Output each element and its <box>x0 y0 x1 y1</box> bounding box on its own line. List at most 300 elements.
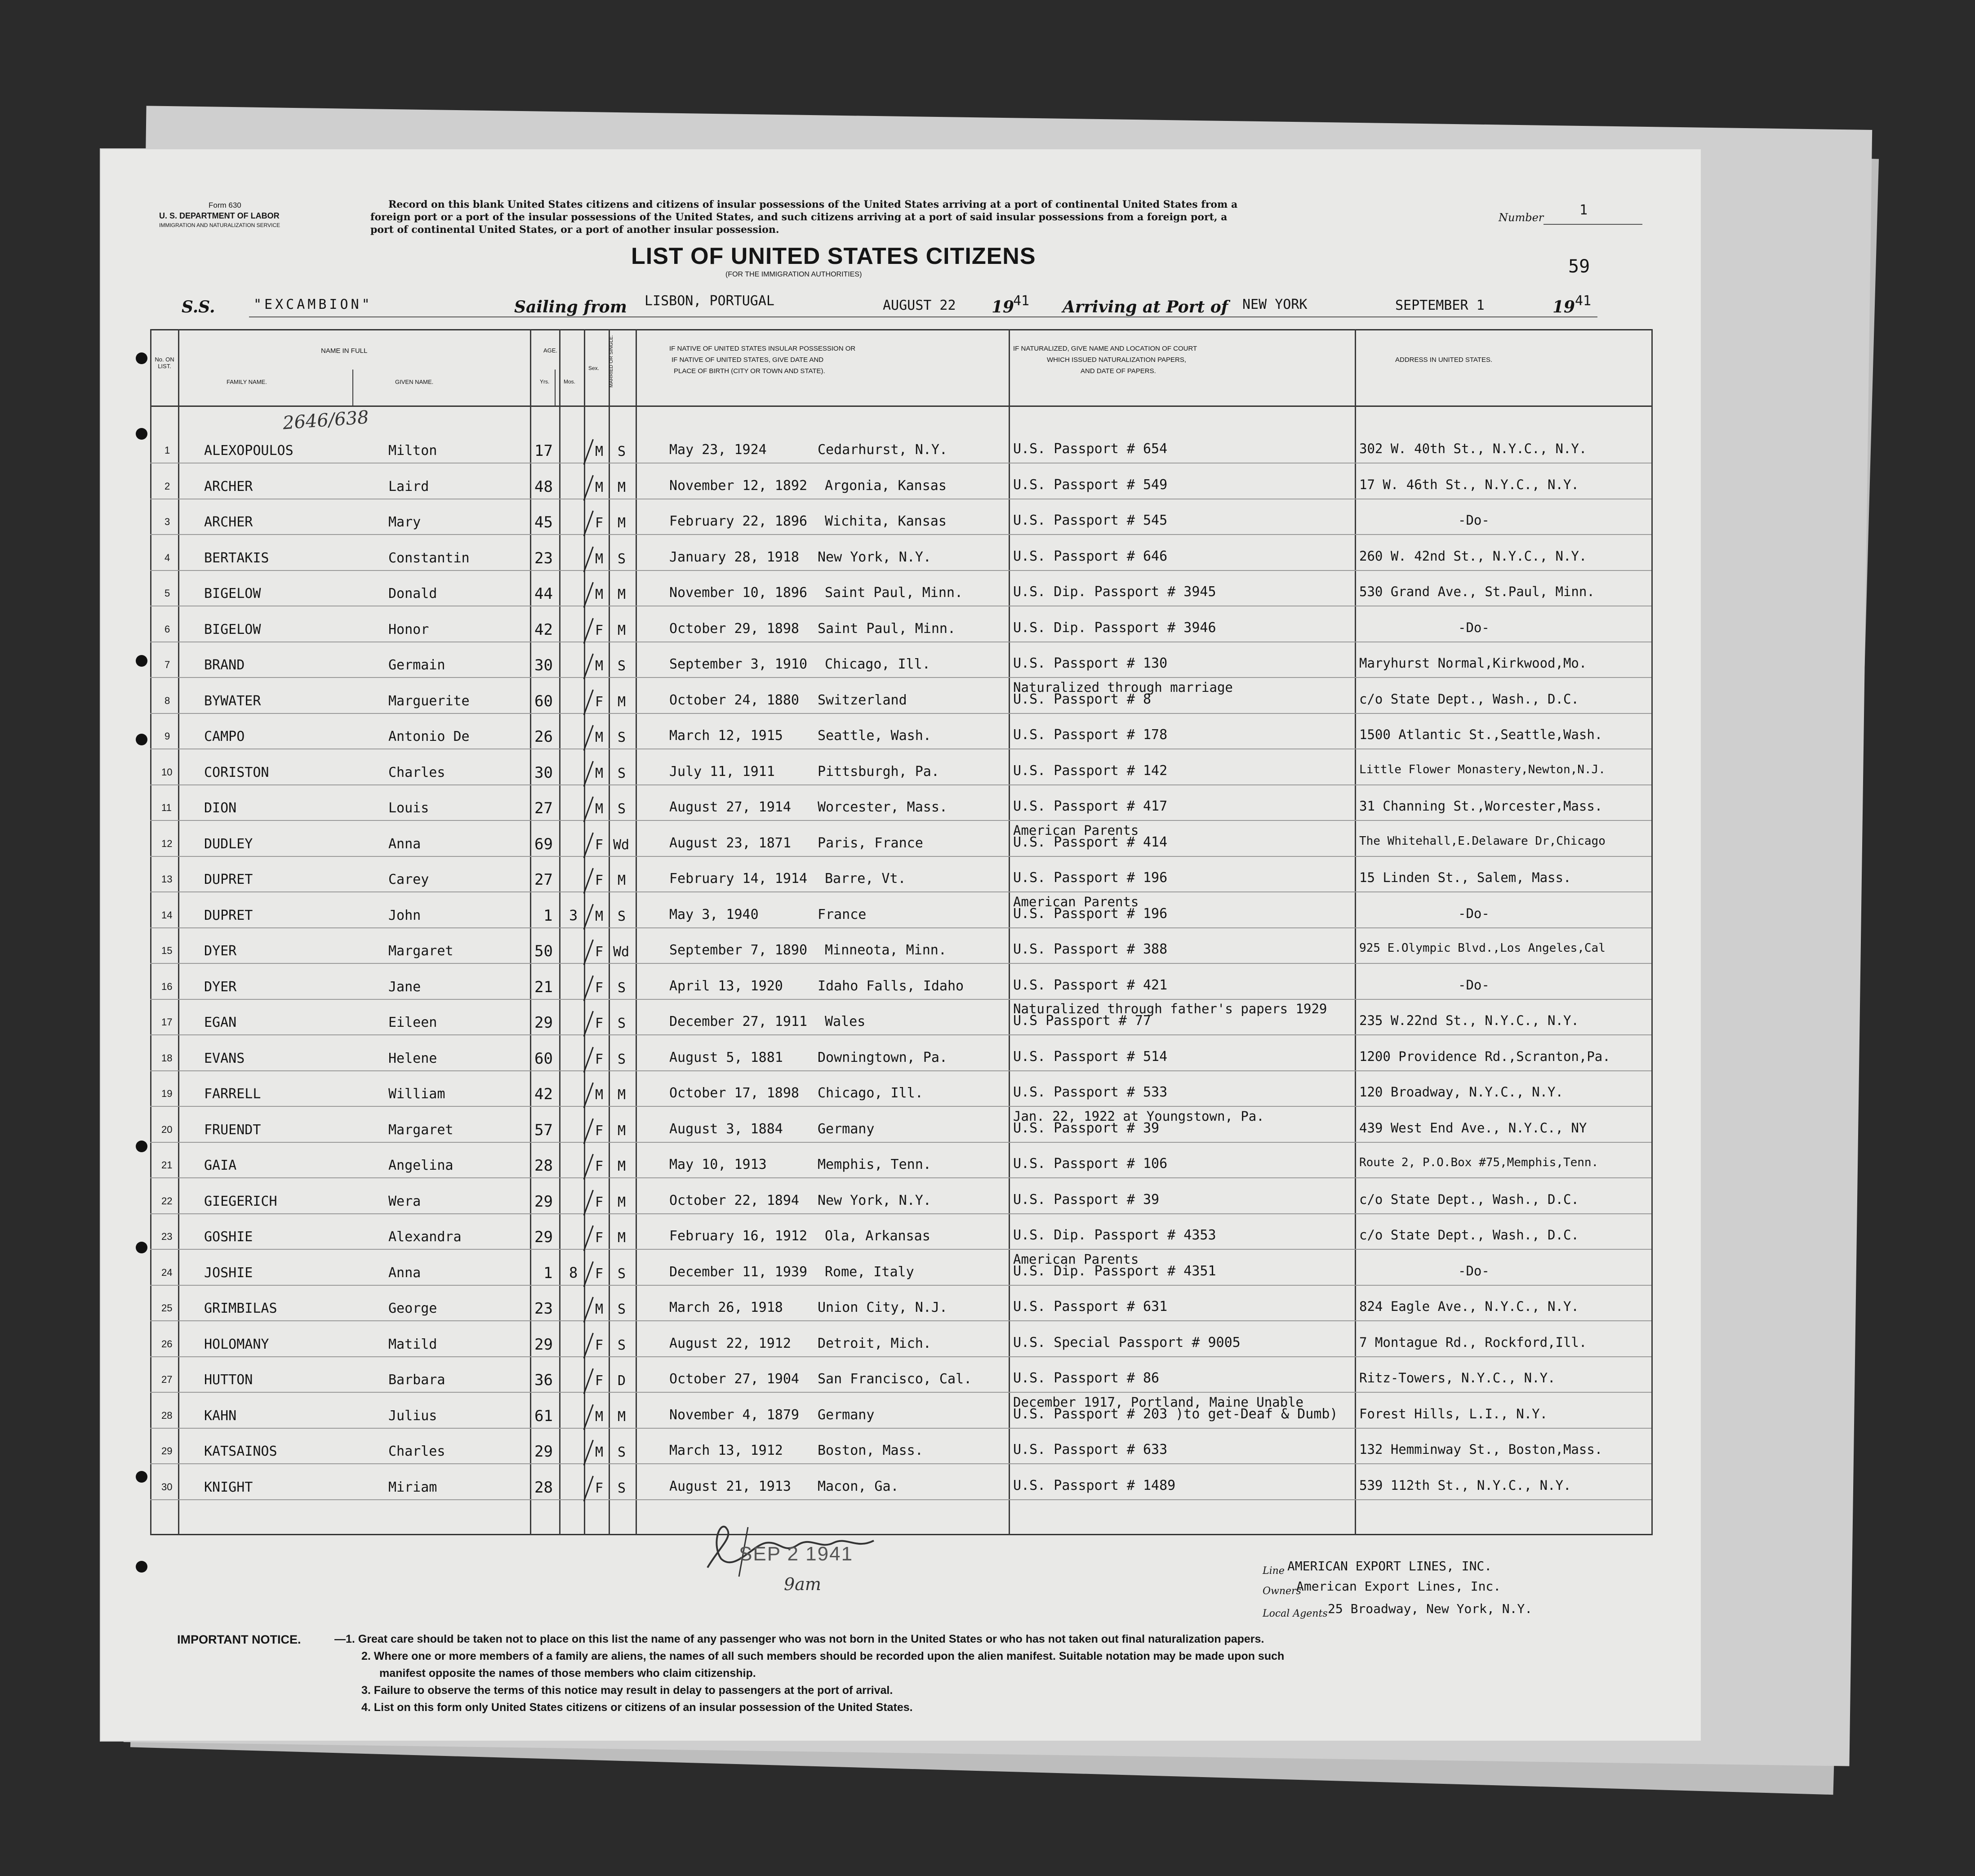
sailing-label: Sailing from <box>514 298 627 316</box>
passport-info: U.S. Passport # 545 <box>1013 512 1168 528</box>
arrival-date: SEPTEMBER 1 <box>1395 298 1485 313</box>
address: 302 W. 40th St., N.Y.C., N.Y. <box>1359 441 1587 456</box>
row-rule <box>150 570 1651 571</box>
birth-date: September 3, 1910 <box>669 656 808 672</box>
age-years: 26 <box>534 728 553 746</box>
age-years: 48 <box>534 477 553 496</box>
passport-info: U.S. Passport # 549 <box>1013 477 1168 493</box>
age-years: 30 <box>534 763 553 782</box>
family-name: BYWATER <box>204 693 261 709</box>
punch-hole <box>136 1242 147 1253</box>
given-name: Charles <box>388 1444 445 1459</box>
given-name: Jane <box>388 979 421 995</box>
col-family-name: FAMILY NAME. <box>227 379 267 385</box>
row-number: 26 <box>161 1338 173 1350</box>
sex: F <box>595 980 604 996</box>
passport-info: U.S. Dip. Passport # 4353 <box>1013 1227 1216 1243</box>
notice-item: 3. Failure to observe the terms of this notice may result in delay to passengers at the port of arrival. <box>361 1684 893 1697</box>
arriving-label: Arriving at Port of <box>1063 298 1228 316</box>
given-name: Laird <box>388 478 429 495</box>
age-years: 61 <box>534 1407 553 1425</box>
passport-info: U.S. Passport # 633 <box>1013 1442 1168 1457</box>
birth-place: Chicago, Ill. <box>825 656 930 672</box>
family-name: GOSHIE <box>204 1229 253 1245</box>
row-rule <box>150 1499 1651 1500</box>
row-rule <box>150 677 1651 678</box>
column-divider <box>150 329 151 1535</box>
marital-status: S <box>618 551 626 567</box>
age-years: 60 <box>534 692 553 710</box>
birth-date: August 3, 1884 <box>669 1121 783 1137</box>
given-name: Anna <box>388 836 421 852</box>
birth-place: Macon, Ga. <box>818 1478 899 1494</box>
passport-info: U.S. Passport # 646 <box>1013 548 1168 564</box>
passport-info: U.S. Dip. Passport # 4351 <box>1013 1263 1216 1279</box>
given-name: Constantin <box>388 550 470 566</box>
row-number: 7 <box>165 659 170 670</box>
family-name: BIGELOW <box>204 586 261 602</box>
address: c/o State Dept., Wash., D.C. <box>1359 1227 1579 1243</box>
marital-status: M <box>618 587 626 602</box>
sailing-year-prefix: 19 <box>992 298 1014 316</box>
birth-place: Rome, Italy <box>825 1264 914 1280</box>
family-name: DYER <box>204 943 237 959</box>
sex: M <box>595 801 604 817</box>
agents-label: Local Agents <box>1263 1608 1328 1619</box>
marital-status: D <box>618 1373 626 1389</box>
age-years: 45 <box>534 513 553 531</box>
sex: F <box>595 1230 604 1246</box>
address: 17 W. 46th St., N.Y.C., N.Y. <box>1359 477 1579 492</box>
family-name: CORISTON <box>204 764 269 780</box>
marital-status: M <box>618 622 626 638</box>
naturalization-note: American Parents <box>1013 822 1139 838</box>
row-number: 8 <box>165 695 170 706</box>
row-number: 14 <box>161 909 173 921</box>
sex: F <box>595 873 604 888</box>
birth-date: March 26, 1918 <box>669 1300 783 1315</box>
punch-hole <box>136 1141 147 1152</box>
marital-status: M <box>618 1123 626 1139</box>
row-number: 22 <box>161 1195 173 1207</box>
row-rule <box>150 1034 1651 1035</box>
given-name: Miriam <box>388 1479 437 1495</box>
column-divider <box>559 329 560 1535</box>
row-number: 15 <box>161 945 173 956</box>
row-number: 12 <box>161 838 173 849</box>
marital-status: S <box>618 658 626 674</box>
family-name: BERTAKIS <box>204 550 269 566</box>
family-name: BRAND <box>204 657 245 673</box>
family-name: KATSAINOS <box>204 1444 277 1459</box>
age-years: 17 <box>534 442 553 460</box>
row-rule <box>150 784 1651 785</box>
given-name: Barbara <box>388 1372 445 1388</box>
birth-place: Idaho Falls, Idaho <box>818 978 964 994</box>
marital-status: Wd <box>613 944 630 960</box>
birth-date: October 22, 1894 <box>669 1192 799 1208</box>
row-number: 10 <box>161 766 173 778</box>
row-number: 28 <box>161 1409 173 1421</box>
age-years: 21 <box>534 978 553 996</box>
row-number: 5 <box>165 588 170 599</box>
sex: M <box>595 444 604 459</box>
sex: M <box>595 1444 604 1460</box>
age-years: 29 <box>534 1443 553 1461</box>
number-value: 1 <box>1579 202 1588 218</box>
marital-status: S <box>618 980 626 996</box>
marital-status: M <box>618 694 626 710</box>
punch-hole <box>136 734 147 745</box>
address: The Whitehall,E.Delaware Dr,Chicago <box>1359 834 1606 848</box>
passport-info: U.S. Passport # 39 <box>1013 1191 1160 1208</box>
owners-value: American Export Lines, Inc. <box>1296 1579 1501 1594</box>
marital-status: Wd <box>613 837 630 853</box>
passport-info: U.S. Special Passport # 9005 <box>1013 1334 1241 1350</box>
row-rule <box>150 1356 1651 1357</box>
address: 7 Montague Rd., Rockford,Ill. <box>1359 1334 1587 1350</box>
address: 1200 Providence Rd.,Scranton,Pa. <box>1359 1048 1610 1064</box>
number-label: Number <box>1499 211 1544 224</box>
address: 439 West End Ave., N.Y.C., NY <box>1359 1120 1587 1136</box>
birth-date: July 11, 1911 <box>669 763 775 780</box>
sex: F <box>595 1337 604 1353</box>
arrival-year-prefix: 19 <box>1552 298 1575 316</box>
sex: F <box>595 1016 604 1031</box>
birth-date: November 4, 1879 <box>669 1407 799 1423</box>
row-number: 17 <box>161 1016 173 1028</box>
row-rule <box>150 927 1651 928</box>
row-rule <box>150 1249 1651 1250</box>
sex: M <box>595 479 604 495</box>
arriving-port: NEW YORK <box>1242 297 1308 312</box>
sex: F <box>595 1266 604 1282</box>
col-birth-line: IF NATIVE OF UNITED STATES, GIVE DATE AND <box>672 356 824 364</box>
line-label: Line <box>1263 1565 1285 1577</box>
passport-info: U.S. Passport # 196 <box>1013 870 1168 886</box>
col-birth-line: PLACE OF BIRTH (CITY OR TOWN AND STATE). <box>674 367 825 375</box>
sailing-from: LISBON, PORTUGAL <box>645 293 774 309</box>
row-number: 2 <box>165 480 170 492</box>
row-rule <box>150 534 1651 535</box>
address: c/o State Dept., Wash., D.C. <box>1359 691 1579 707</box>
address: Maryhurst Normal,Kirkwood,Mo. <box>1359 655 1587 671</box>
naturalization-note: Naturalized through father's papers 1929 <box>1013 1001 1327 1016</box>
given-name: Marguerite <box>388 693 470 709</box>
birth-date: November 10, 1896 <box>669 585 808 601</box>
birth-date: May 3, 1940 <box>669 906 759 922</box>
row-rule <box>150 1285 1651 1286</box>
birth-place: Germany <box>818 1407 875 1423</box>
col-given-name: GIVEN NAME. <box>395 379 434 385</box>
row-number: 13 <box>161 873 173 885</box>
sex: M <box>595 1301 604 1317</box>
row-number: 29 <box>161 1445 173 1457</box>
col-naturalized-line: AND DATE OF PAPERS. <box>1081 367 1156 375</box>
age-years: 1 <box>543 1264 553 1282</box>
birth-date: December 11, 1939 <box>669 1264 808 1280</box>
row-rule <box>150 891 1651 892</box>
birth-date: August 21, 1913 <box>669 1478 791 1494</box>
row-rule <box>150 1070 1651 1071</box>
address: 260 W. 42nd St., N.Y.C., N.Y. <box>1359 548 1587 564</box>
sailing-date: AUGUST 22 <box>883 298 956 313</box>
given-name: John <box>388 907 421 923</box>
given-name: Helene <box>388 1050 437 1066</box>
age-years: 29 <box>534 1335 553 1354</box>
passport-info: U.S. Passport # 203 )to get-Deaf & Dumb) <box>1013 1406 1338 1422</box>
marital-status: M <box>618 1230 626 1246</box>
birth-date: February 22, 1896 <box>669 513 808 529</box>
row-rule <box>150 1106 1651 1107</box>
row-rule <box>150 963 1651 964</box>
family-name: HOLOMANY <box>204 1336 269 1352</box>
passport-info: U.S. Passport # 39 <box>1013 1120 1160 1136</box>
sex: M <box>595 658 604 674</box>
given-name: Matild <box>388 1336 437 1352</box>
marital-status: M <box>618 515 626 531</box>
sex: F <box>595 1051 604 1067</box>
row-number: 18 <box>161 1052 173 1064</box>
row-rule <box>150 856 1651 857</box>
column-divider <box>1355 329 1356 1535</box>
given-name: Alexandra <box>388 1229 462 1245</box>
address: -Do- <box>1458 512 1490 528</box>
address: 235 W.22nd St., N.Y.C., N.Y. <box>1359 1013 1579 1028</box>
age-years: 42 <box>534 1085 553 1103</box>
given-name: Anna <box>388 1265 421 1281</box>
age-years: 36 <box>534 1371 553 1389</box>
passport-info: U.S. Passport # 514 <box>1013 1048 1168 1065</box>
family-name: ARCHER <box>204 514 253 530</box>
birth-place: Detroit, Mich. <box>818 1335 931 1351</box>
address: c/o State Dept., Wash., D.C. <box>1359 1191 1579 1207</box>
given-name: Margaret <box>388 943 454 959</box>
voyage-underline <box>249 316 1597 317</box>
col-name-in-full: NAME IN FULL <box>321 347 368 355</box>
col-mos: Mos. <box>564 379 576 385</box>
birth-place: Saint Paul, Minn. <box>825 585 963 601</box>
address: 925 E.Olympic Blvd.,Los Angeles,Cal <box>1359 941 1606 955</box>
row-number: 11 <box>161 802 172 813</box>
passport-info: U.S. Passport # 421 <box>1013 977 1168 993</box>
received-stamp-date: SEP 2 1941 <box>739 1543 854 1565</box>
family-name: KAHN <box>204 1408 237 1424</box>
family-name: ALEXOPOULOS <box>204 443 294 459</box>
row-number: 24 <box>161 1266 173 1278</box>
line-value: AMERICAN EXPORT LINES, INC. <box>1287 1559 1492 1573</box>
row-number: 21 <box>161 1159 173 1171</box>
notice-item: manifest opposite the names of those members who claim citizenship. <box>379 1667 756 1680</box>
birth-date: October 24, 1880 <box>669 692 799 708</box>
naturalization-note: American Parents <box>1013 1251 1139 1267</box>
sailing-year: 41 <box>1013 293 1030 309</box>
service-name: IMMIGRATION AND NATURALIZATION SERVICE <box>159 222 280 228</box>
sex: F <box>595 1123 604 1139</box>
marital-status: S <box>618 1016 626 1031</box>
sex: F <box>595 1373 604 1389</box>
marital-status: S <box>618 444 626 459</box>
marital-status: S <box>618 1337 626 1353</box>
row-rule <box>150 1320 1651 1321</box>
given-name: Charles <box>388 764 445 780</box>
birth-place: Saint Paul, Minn. <box>818 620 956 637</box>
row-rule <box>150 1428 1651 1429</box>
birth-place: Wales <box>825 1014 866 1029</box>
family-name: JOSHIE <box>204 1265 253 1281</box>
birth-date: August 5, 1881 <box>669 1049 783 1065</box>
ship-name: "EXCAMBION" <box>254 297 373 312</box>
birth-place: Pittsburgh, Pa. <box>818 763 939 780</box>
given-name: Wera <box>388 1193 421 1209</box>
birth-place: Paris, France <box>818 835 923 851</box>
given-name: Donald <box>388 586 437 602</box>
form-number: Form 630 <box>209 201 241 209</box>
birth-date: December 27, 1911 <box>669 1014 808 1029</box>
given-name: Louis <box>388 800 429 816</box>
address: Little Flower Monastery,Newton,N.J. <box>1359 762 1606 776</box>
page-title: LIST OF UNITED STATES CITIZENS <box>631 243 1036 269</box>
punch-hole <box>136 1471 147 1483</box>
age-months: 8 <box>569 1264 578 1281</box>
col-age: AGE. <box>543 347 558 354</box>
given-name: Margaret <box>388 1122 454 1138</box>
birth-place: Ola, Arkansas <box>825 1228 930 1244</box>
passport-info: U.S. Passport # 86 <box>1013 1370 1160 1386</box>
passport-info: U.S. Passport # 533 <box>1013 1084 1168 1100</box>
passport-info: U.S. Passport # 178 <box>1013 727 1168 743</box>
row-number: 27 <box>161 1374 173 1385</box>
given-name: Mary <box>388 514 421 530</box>
given-name: Honor <box>388 621 429 637</box>
birth-place: Switzerland <box>818 692 907 708</box>
age-years: 57 <box>534 1121 553 1139</box>
address: 824 Eagle Ave., N.Y.C., N.Y. <box>1359 1299 1579 1314</box>
marital-status: S <box>618 730 626 745</box>
age-years: 1 <box>543 906 553 925</box>
birth-place: France <box>818 906 867 922</box>
marital-status: S <box>618 1051 626 1067</box>
address: Route 2, P.O.Box #75,Memphis,Tenn. <box>1359 1156 1599 1169</box>
sex: M <box>595 551 604 567</box>
address: Forest Hills, L.I., N.Y. <box>1359 1406 1548 1421</box>
birth-place: Wichita, Kansas <box>825 513 947 529</box>
birth-place: Cedarhurst, N.Y. <box>818 442 947 458</box>
age-years: 27 <box>534 799 553 817</box>
family-name: EGAN <box>204 1015 237 1030</box>
address: 1500 Atlantic St.,Seattle,Wash. <box>1359 727 1603 742</box>
address: -Do- <box>1458 905 1490 921</box>
sex: F <box>595 622 604 638</box>
col-yrs: Yrs. <box>540 379 550 385</box>
instructions-line: Record on this blank United States citizens and citizens of insular possessions of the United States arriving at a port of continental United States from a <box>388 199 1238 210</box>
passport-info: U.S. Passport # 1489 <box>1013 1477 1176 1493</box>
punch-hole <box>136 428 147 440</box>
sex: M <box>595 1087 604 1103</box>
family-name: DUDLEY <box>204 836 253 852</box>
family-name: HUTTON <box>204 1372 253 1388</box>
marital-status: S <box>618 1266 626 1282</box>
punch-hole <box>136 1561 147 1573</box>
age-years: 28 <box>534 1478 553 1497</box>
passport-info: U.S. Passport # 130 <box>1013 655 1168 671</box>
birth-place: Argonia, Kansas <box>825 477 947 494</box>
birth-date: November 12, 1892 <box>669 477 808 494</box>
row-number: 16 <box>161 980 173 992</box>
given-name: Eileen <box>388 1015 437 1030</box>
row-rule <box>150 1177 1651 1178</box>
age-years: 50 <box>534 942 553 960</box>
birth-date: August 23, 1871 <box>669 835 791 851</box>
row-number: 9 <box>165 731 170 742</box>
row-rule <box>150 713 1651 714</box>
birth-date: October 17, 1898 <box>669 1085 799 1101</box>
agents-value: 25 Broadway, New York, N.Y. <box>1328 1601 1533 1616</box>
age-years: 69 <box>534 835 553 853</box>
birth-place: San Francisco, Cal. <box>818 1371 972 1387</box>
birth-place: Barre, Vt. <box>825 871 906 887</box>
column-divider <box>178 329 179 1535</box>
row-number: 20 <box>161 1123 173 1135</box>
address: 132 Hemminway St., Boston,Mass. <box>1359 1442 1603 1457</box>
sex: M <box>595 908 604 924</box>
given-name: Julius <box>388 1408 437 1424</box>
column-divider <box>555 370 556 406</box>
naturalization-note: December 1917, Portland, Maine Unable <box>1013 1394 1304 1410</box>
table-bottom-border <box>150 1534 1651 1535</box>
marital-status: S <box>618 1480 626 1496</box>
age-years: 42 <box>534 620 553 639</box>
row-number: 25 <box>161 1302 173 1314</box>
received-stamp-time: 9am <box>784 1574 821 1594</box>
punch-hole <box>136 352 147 364</box>
marital-status: M <box>618 1087 626 1103</box>
notice-item: —1. Great care should be taken not to place on this list the name of any passenger who was not born in the United States or who has not taken out final naturalization papers. <box>334 1633 1264 1645</box>
column-divider <box>1651 329 1653 1535</box>
sex: F <box>595 1480 604 1496</box>
sex: F <box>595 1159 604 1174</box>
given-name: William <box>388 1086 445 1102</box>
family-name: BIGELOW <box>204 621 261 637</box>
marital-status: S <box>618 765 626 781</box>
page-number: 59 <box>1568 256 1590 277</box>
sex: M <box>595 765 604 781</box>
file-annotation: 2646/638 <box>282 407 369 434</box>
sex: F <box>595 944 604 960</box>
birth-date: February 14, 1914 <box>669 871 808 887</box>
punch-hole <box>136 655 147 667</box>
page-subtitle: (FOR THE IMMIGRATION AUTHORITIES) <box>725 271 862 278</box>
column-divider <box>636 329 637 1535</box>
header-bottom-border <box>150 406 1651 407</box>
passport-info: U.S. Dip. Passport # 3946 <box>1013 619 1216 636</box>
instructions-line: port of continental United States, or a port of another insular possession. <box>370 224 779 236</box>
passport-info: U.S. Passport # 8 <box>1013 691 1152 707</box>
birth-date: March 13, 1912 <box>669 1443 783 1458</box>
age-years: 23 <box>534 549 553 567</box>
passport-info: U.S. Passport # 654 <box>1013 441 1168 457</box>
naturalization-note: Jan. 22, 1922 at Youngstown, Pa. <box>1013 1108 1264 1124</box>
age-years: 27 <box>534 871 553 889</box>
marital-status: S <box>618 801 626 817</box>
number-underline <box>1544 224 1642 225</box>
column-divider <box>530 329 531 1535</box>
row-rule <box>150 1463 1651 1464</box>
birth-place: Downingtown, Pa. <box>818 1049 947 1065</box>
passport-info: U.S. Passport # 106 <box>1013 1156 1168 1172</box>
row-number: 6 <box>165 623 170 635</box>
age-years: 23 <box>534 1300 553 1318</box>
